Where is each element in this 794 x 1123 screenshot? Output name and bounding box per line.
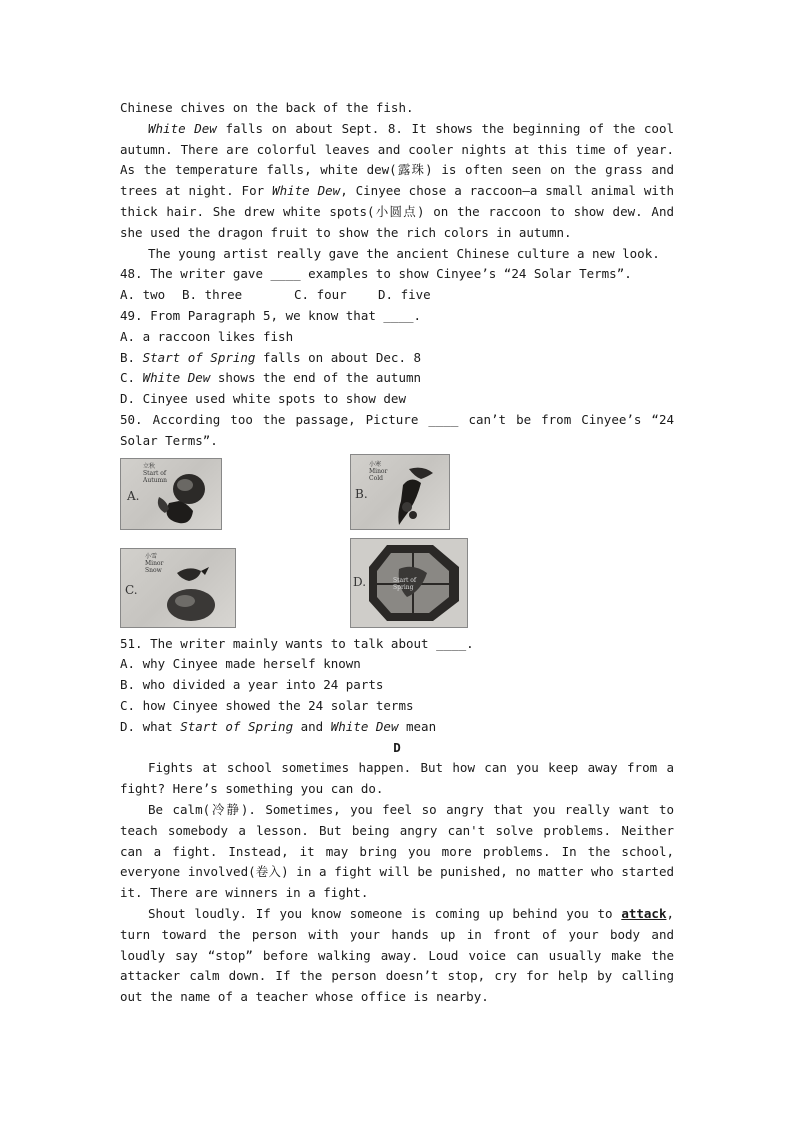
q49-option-b <box>120 348 674 369</box>
q49-b-italic: Start of Spring <box>142 349 256 365</box>
q49-option-d: D. Cinyee used white spots to show dew <box>120 391 406 407</box>
closing-sentence: The young artist really gave the ancient Chinese culture a new look. <box>148 245 660 261</box>
q49-c-prefix: C. <box>120 370 143 386</box>
q49-option-a: A. a raccoon likes fish <box>120 328 294 344</box>
q51-d-italic-1: Start of Spring <box>180 718 294 734</box>
q51-option-b: B. who divided a year into 24 parts <box>120 677 384 693</box>
q51-option-c: C. how Cinyee showed the 24 solar terms <box>120 697 414 713</box>
underlined-word-attack: attack <box>621 905 667 921</box>
q48-option-d: D. five <box>378 287 431 303</box>
picture-c-label-cn: 小雪 <box>145 552 158 560</box>
passage-d-paragraph-1: Fights at school sometimes happen. But how can you keep away from a fight? Here’s something you can do. <box>120 760 674 797</box>
q51-d-mid: and <box>293 718 331 734</box>
q49-c-italic: White Dew <box>142 370 211 386</box>
passage-d-heading: D <box>393 739 401 755</box>
picture-b-label-en2: Cold <box>369 474 383 482</box>
passage-c-line: Chinese chives on the back of the fish. <box>120 100 414 115</box>
picture-b-frame <box>350 454 450 530</box>
white-dew-text-2: , Cinyee chose a raccoon—a small animal with thick hair. She drew white spots(小圆点) on the raccoon to show dew. And she used the dragon fruit to show the rich colors in autumn. <box>120 183 675 240</box>
q49-option-c <box>120 368 674 389</box>
picture-c-letter: C. <box>125 582 138 597</box>
picture-d <box>350 538 468 628</box>
picture-a-label-en2: Autumn <box>143 476 168 484</box>
passage-d-p3-start: Shout loudly. If you know someone is coming up behind you to <box>148 905 622 921</box>
picture-d-letter: D. <box>353 574 367 589</box>
passage-d-paragraph-3 <box>120 904 674 1008</box>
passage-d-p3-end: , turn toward the person with your hands up in front of your body and loudly say “stop” before walking away. Loud voice can usually make the attacker calm down. If the person doesn’t stop, cry for help by calling out the name of a teacher whose office is nearby. <box>120 905 674 1005</box>
q48-option-c: C. four <box>294 287 347 303</box>
q49-b-rest: falls on about Dec. 8 <box>255 349 422 365</box>
white-dew-title-2: White Dew <box>272 183 341 199</box>
q49-stem: 49. From Paragraph 5, we know that ____. <box>120 307 422 323</box>
q51-d-rest: mean <box>398 718 437 734</box>
picture-c-frame <box>120 548 236 628</box>
picture-b-letter: B. <box>355 486 368 501</box>
picture-a-letter: A. <box>127 488 140 503</box>
white-dew-title: White Dew <box>148 120 217 136</box>
picture-a-label-en1: Start of <box>143 469 167 477</box>
fruit-bird-illustration <box>121 549 235 627</box>
q51-d-italic-2: White Dew <box>330 718 399 734</box>
q48-options <box>120 285 674 306</box>
picture-b-label-en1: Minor <box>369 467 388 475</box>
picture-row-2 <box>120 548 674 634</box>
picture-a-frame <box>120 458 222 530</box>
q50-stem: 50. According too the passage, Picture ____ can’t be from Cinyee’s “24 Solar Terms”. <box>120 411 674 448</box>
picture-c-label-en1: Minor <box>145 559 164 567</box>
q51-option-a: A. why Cinyee made herself known <box>120 656 361 672</box>
picture-d-label <box>393 577 416 591</box>
document-page <box>120 98 674 1008</box>
white-dew-text: falls on about Sept. 8. It shows the beginning of the cool autumn. There are colorful leaves and cooler nights at this time of year. As the temperature falls, white dew(露珠) is often seen on the grass and trees at night. For <box>120 120 674 199</box>
picture-row-1 <box>120 458 674 538</box>
q48-option-a: A. two <box>120 287 166 303</box>
q51-option-d <box>120 717 674 738</box>
picture-c <box>120 548 236 628</box>
picture-c-label-en2: Snow <box>145 566 162 574</box>
white-dew-paragraph <box>120 119 674 244</box>
q48-stem: 48. The writer gave ____ examples to show Cinyee’s “24 Solar Terms”. <box>120 266 632 282</box>
passage-d-paragraph-2: Be calm(冷静). Sometimes, you feel so angry that you really want to teach somebody a lesson. But being angry can't solve problems. Neither can a fight. Instead, it may bring you more problems. In the school, everyone involved(卷入) in a fight will be punished, no matter who started it. There are winners in a fight. <box>120 801 674 901</box>
q51-stem: 51. The writer mainly wants to talk about ____. <box>120 635 474 651</box>
q49-c-rest: shows the end of the autumn <box>210 370 422 386</box>
q48-option-b: B. three <box>182 287 243 303</box>
picture-b <box>350 454 450 530</box>
picture-d-frame <box>350 538 468 628</box>
picture-a <box>120 458 222 530</box>
picture-d-label-en1: Start of <box>393 576 417 584</box>
picture-b-label-cn: 小寒 <box>369 460 382 468</box>
q51-d-prefix: D. what <box>120 718 181 734</box>
picture-d-label-en2: Spring <box>393 583 414 591</box>
picture-a-label-cn: 立秋 <box>143 462 156 470</box>
q49-b-prefix: B. <box>120 349 143 365</box>
